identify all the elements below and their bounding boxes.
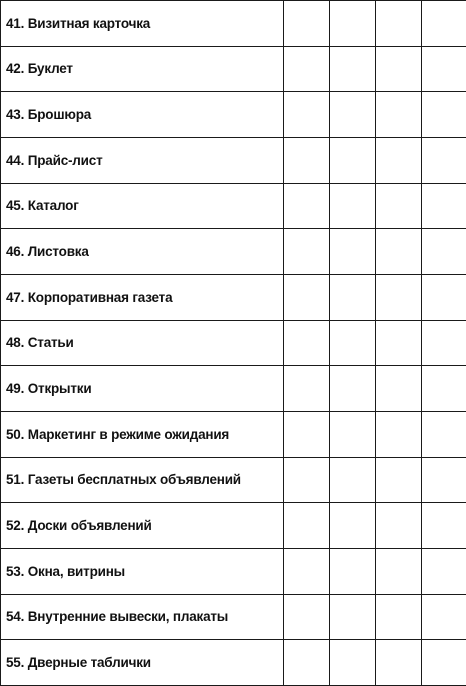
check-cell[interactable] — [422, 503, 466, 549]
item-text: Маркетинг в режиме ожидания — [27, 426, 230, 442]
check-cell[interactable] — [376, 137, 422, 183]
item-label — [1, 274, 284, 320]
check-cell[interactable] — [284, 503, 330, 549]
item-text: Каталог — [27, 198, 79, 214]
item-number: 52. — [6, 518, 25, 534]
check-cell[interactable] — [284, 274, 330, 320]
check-cell[interactable] — [330, 411, 376, 457]
item-number: 42. — [6, 61, 25, 77]
item-text: Открытки — [27, 381, 92, 397]
item-text: Листовка — [27, 244, 89, 260]
table-row — [1, 594, 466, 640]
item-text: Дверные таблички — [27, 655, 151, 671]
item-text: Визитная карточка — [27, 15, 151, 31]
table-row — [1, 229, 466, 275]
item-label — [1, 411, 284, 457]
item-label — [1, 640, 284, 686]
check-cell[interactable] — [422, 1, 466, 47]
check-cell[interactable] — [376, 457, 422, 503]
check-cell[interactable] — [376, 548, 422, 594]
check-cell[interactable] — [376, 594, 422, 640]
checklist-rows — [1, 1, 466, 686]
check-cell[interactable] — [422, 548, 466, 594]
check-cell[interactable] — [284, 640, 330, 686]
check-cell[interactable] — [284, 137, 330, 183]
item-number: 48. — [6, 335, 25, 351]
check-cell[interactable] — [330, 229, 376, 275]
check-cell[interactable] — [422, 274, 466, 320]
item-number: 43. — [6, 107, 25, 123]
item-number: 55. — [6, 655, 25, 671]
check-cell[interactable] — [330, 594, 376, 640]
item-label — [1, 1, 284, 47]
item-number: 50. — [6, 426, 25, 442]
item-label — [1, 594, 284, 640]
check-cell[interactable] — [376, 640, 422, 686]
check-cell[interactable] — [284, 548, 330, 594]
item-text: Буклет — [27, 61, 73, 77]
item-number: 46. — [6, 244, 25, 260]
check-cell[interactable] — [330, 548, 376, 594]
item-text: Газеты бесплатных объявлений — [27, 472, 241, 488]
check-cell[interactable] — [284, 92, 330, 138]
check-cell[interactable] — [422, 457, 466, 503]
check-cell[interactable] — [284, 366, 330, 412]
check-cell[interactable] — [376, 1, 422, 47]
check-cell[interactable] — [284, 183, 330, 229]
check-cell[interactable] — [284, 594, 330, 640]
table-row — [1, 1, 466, 47]
check-cell[interactable] — [422, 183, 466, 229]
check-cell[interactable] — [284, 46, 330, 92]
item-label — [1, 457, 284, 503]
check-cell[interactable] — [330, 457, 376, 503]
item-number: 49. — [6, 381, 25, 397]
check-cell[interactable] — [330, 183, 376, 229]
item-label — [1, 229, 284, 275]
item-label — [1, 183, 284, 229]
check-cell[interactable] — [376, 411, 422, 457]
item-label — [1, 46, 284, 92]
item-text: Окна, витрины — [27, 563, 125, 579]
check-cell[interactable] — [376, 366, 422, 412]
table-row — [1, 548, 466, 594]
item-text: Доски объявлений — [27, 518, 152, 534]
item-number: 44. — [6, 152, 25, 168]
check-cell[interactable] — [422, 640, 466, 686]
item-text: Корпоративная газета — [27, 289, 173, 305]
check-cell[interactable] — [376, 320, 422, 366]
item-label — [1, 503, 284, 549]
check-cell[interactable] — [284, 411, 330, 457]
item-label — [1, 92, 284, 138]
check-cell[interactable] — [376, 92, 422, 138]
check-cell[interactable] — [422, 92, 466, 138]
table-row — [1, 457, 466, 503]
check-cell[interactable] — [330, 1, 376, 47]
item-number: 53. — [6, 563, 25, 579]
check-cell[interactable] — [330, 92, 376, 138]
check-cell[interactable] — [330, 137, 376, 183]
table-row — [1, 411, 466, 457]
table-row — [1, 46, 466, 92]
item-label — [1, 548, 284, 594]
check-cell[interactable] — [376, 229, 422, 275]
check-cell[interactable] — [330, 320, 376, 366]
table-row — [1, 320, 466, 366]
item-text: Брошюра — [27, 107, 92, 123]
check-cell[interactable] — [376, 503, 422, 549]
check-cell[interactable] — [376, 46, 422, 92]
item-number: 54. — [6, 609, 25, 625]
check-cell[interactable] — [284, 1, 330, 47]
check-cell[interactable] — [330, 366, 376, 412]
check-cell[interactable] — [422, 137, 466, 183]
check-cell[interactable] — [330, 274, 376, 320]
item-number: 47. — [6, 289, 25, 305]
check-cell[interactable] — [376, 183, 422, 229]
item-number: 41. — [6, 15, 25, 31]
check-cell[interactable] — [330, 640, 376, 686]
check-cell[interactable] — [284, 320, 330, 366]
item-number: 51. — [6, 472, 25, 488]
check-cell[interactable] — [422, 320, 466, 366]
check-cell[interactable] — [422, 411, 466, 457]
item-label — [1, 137, 284, 183]
table-row — [1, 92, 466, 138]
table-row — [1, 366, 466, 412]
table-row — [1, 274, 466, 320]
item-number: 45. — [6, 198, 25, 214]
item-text: Статьи — [27, 335, 74, 351]
check-cell[interactable] — [422, 46, 466, 92]
item-label — [1, 366, 284, 412]
check-cell[interactable] — [330, 503, 376, 549]
table-row — [1, 137, 466, 183]
item-text: Внутренние вывески, плакаты — [27, 609, 229, 625]
check-cell[interactable] — [422, 594, 466, 640]
check-cell[interactable] — [284, 229, 330, 275]
table-row — [1, 640, 466, 686]
check-cell[interactable] — [284, 457, 330, 503]
check-cell[interactable] — [422, 366, 466, 412]
table-row — [1, 183, 466, 229]
item-text: Прайс-лист — [27, 152, 103, 168]
check-cell[interactable] — [422, 229, 466, 275]
check-cell[interactable] — [376, 274, 422, 320]
table-row — [1, 503, 466, 549]
item-label — [1, 320, 284, 366]
check-cell[interactable] — [330, 46, 376, 92]
